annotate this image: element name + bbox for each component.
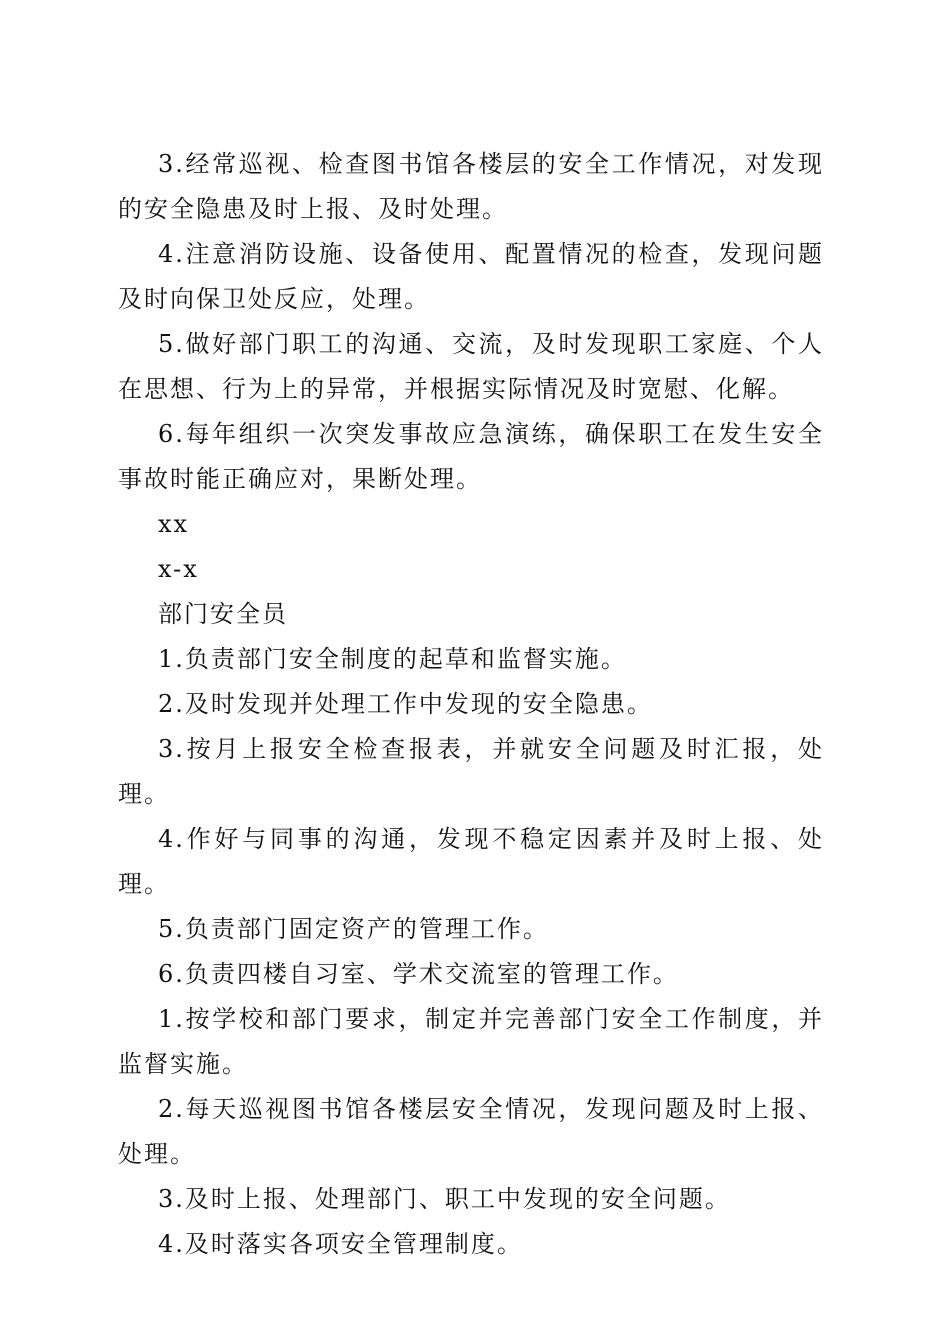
paragraph: 6.负责四楼自习室、学术交流室的管理工作。 <box>158 960 679 988</box>
paragraph: x-x <box>158 555 199 583</box>
paragraph: 3.经常巡视、检查图书馆各楼层的安全工作情况，对发现的安全隐患及时上报、及时处理。 <box>118 150 824 223</box>
paragraph: 2.及时发现并处理工作中发现的安全隐患。 <box>158 690 653 718</box>
paragraph: 2.每天巡视图书馆各楼层安全情况，发现问题及时上报、处理。 <box>118 1095 824 1168</box>
paragraph: 6.每年组织一次突发事故应急演练，确保职工在发生安全事故时能正确应对，果断处理。 <box>118 420 824 493</box>
paragraph: 4.及时落实各项安全管理制度。 <box>158 1230 523 1258</box>
paragraph: 3.按月上报安全检查报表，并就安全问题及时汇报，处理。 <box>118 735 824 808</box>
paragraph: 1.按学校和部门要求，制定并完善部门安全工作制度，并监督实施。 <box>118 1005 824 1078</box>
paragraph: 1.负责部门安全制度的起草和监督实施。 <box>158 645 627 673</box>
paragraph: 4.作好与同事的沟通，发现不稳定因素并及时上报、处理。 <box>118 825 824 898</box>
section-heading: 部门安全员 <box>158 600 288 628</box>
document-body <box>118 142 824 1267</box>
paragraph: 3.及时上报、处理部门、职工中发现的安全问题。 <box>158 1185 731 1213</box>
paragraph: xx <box>158 510 190 538</box>
paragraph: 5.负责部门固定资产的管理工作。 <box>158 915 549 943</box>
paragraph: 4.注意消防设施、设备使用、配置情况的检查，发现问题及时向保卫处反应，处理。 <box>118 240 824 313</box>
paragraph: 5.做好部门职工的沟通、交流，及时发现职工家庭、个人在思想、行为上的异常，并根据实际情况及时宽慰、化解。 <box>118 330 824 403</box>
